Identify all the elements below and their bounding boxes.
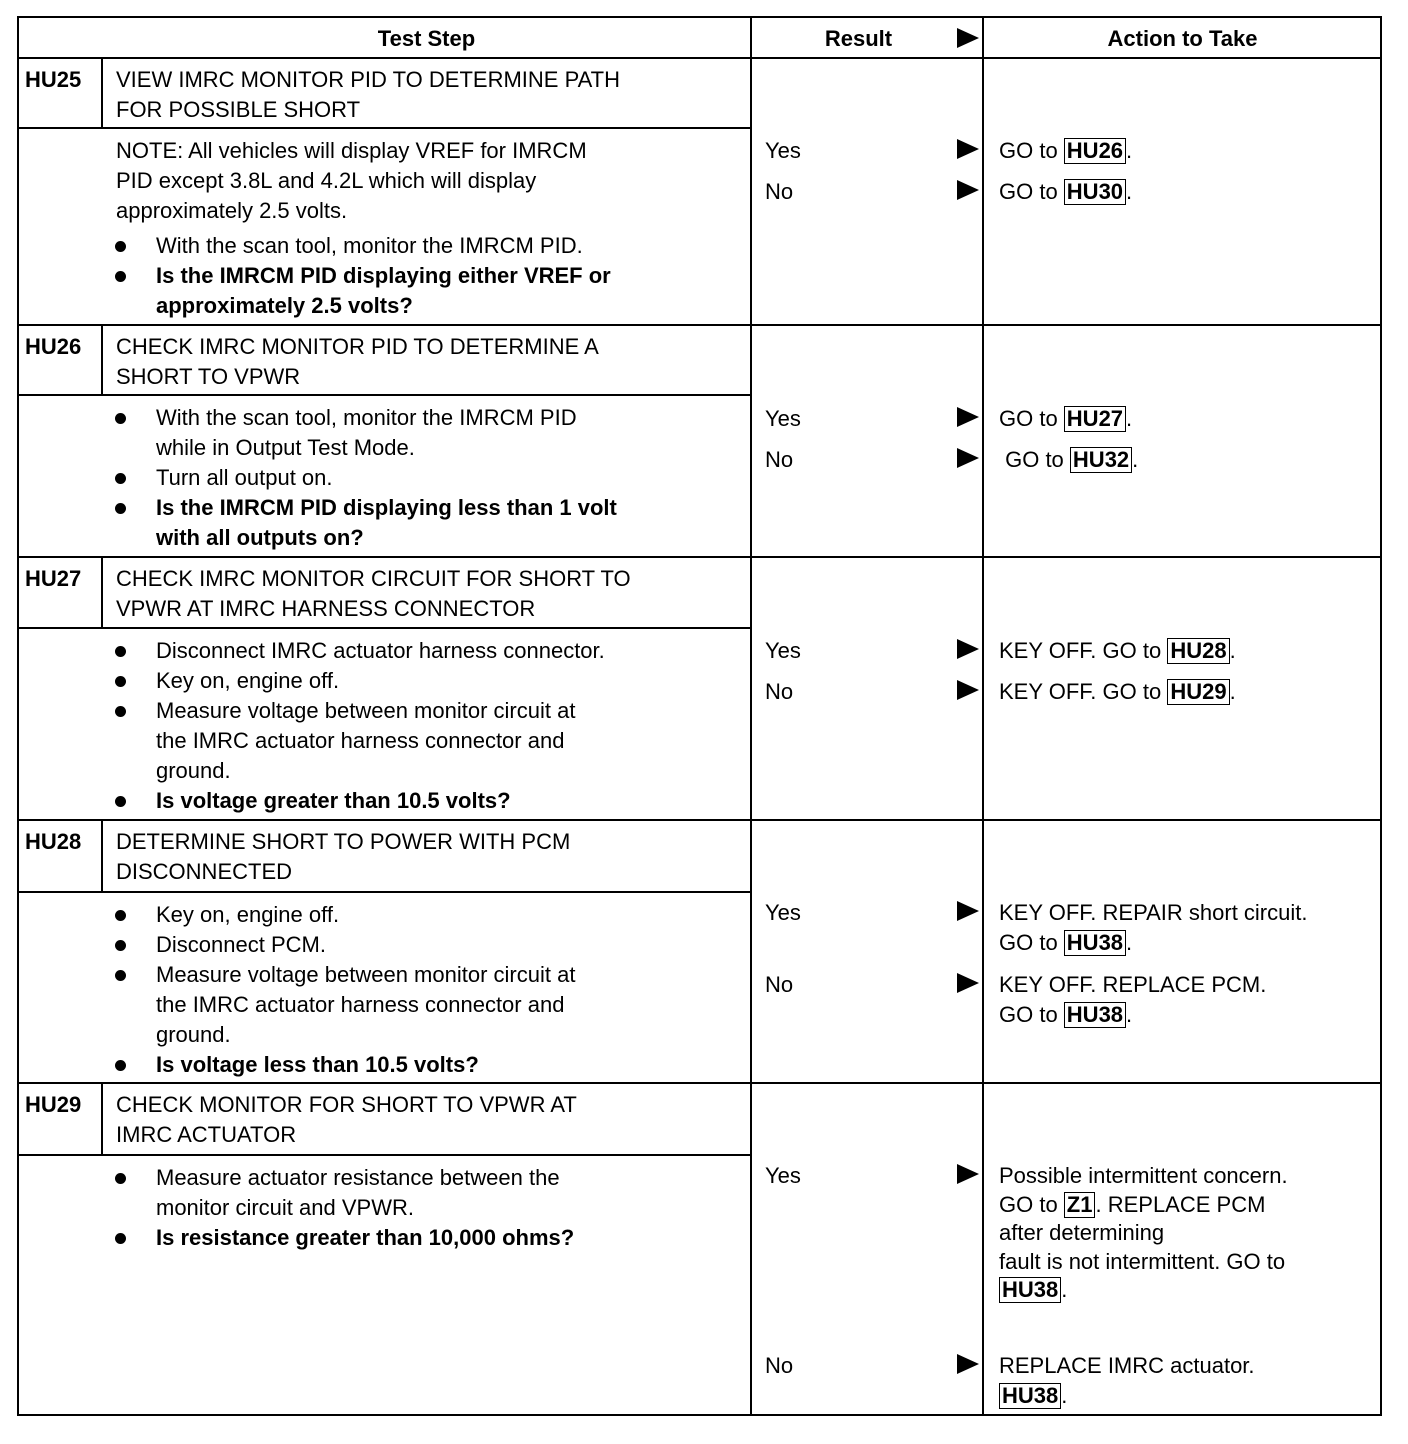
bullet-icon (115, 646, 126, 657)
header-result: Result (824, 26, 893, 51)
action-text: KEY OFF. REPLACE PCM. (999, 972, 1267, 997)
bullet-text: Measure voltage between monitor circuit at (156, 962, 576, 987)
step-reference-link[interactable]: HU38 (1064, 1002, 1126, 1028)
arrow-icon (957, 639, 979, 659)
step-id: HU28 (25, 829, 82, 854)
action-line (999, 1218, 1164, 1248)
step-title-line: SHORT TO VPWR (116, 364, 301, 389)
bullet-icon (115, 413, 126, 424)
bullet-text: Is the IMRCM PID displaying less than 1 volt (156, 495, 617, 520)
bullet-icon (115, 910, 126, 921)
bullet-text: Measure voltage between monitor circuit at (156, 698, 576, 723)
action-text: . (1061, 1277, 1068, 1302)
bullet-text: the IMRC actuator harness connector and (156, 728, 565, 753)
step-title-line: CHECK IMRC MONITOR PID TO DETERMINE A (116, 334, 599, 359)
result-no: No (765, 1353, 794, 1378)
action-line (999, 1381, 1067, 1411)
action-text: GO to (999, 138, 1064, 163)
result-no: No (765, 447, 794, 472)
bullet-icon (115, 940, 126, 951)
action-text: . (1126, 179, 1133, 204)
action-text: KEY OFF. GO to (999, 679, 1168, 704)
action-line (999, 1161, 1288, 1191)
bullet-text: Key on, engine off. (156, 668, 340, 693)
table-rule (17, 394, 752, 396)
action-text: . REPLACE PCM (1095, 1191, 1266, 1217)
action-line (999, 898, 1307, 928)
step-reference-link[interactable]: HU29 (1167, 679, 1229, 705)
arrow-icon (957, 901, 979, 921)
action-line (999, 1000, 1132, 1030)
table-rule (17, 891, 752, 893)
action-text: REPLACE IMRC actuator. (999, 1353, 1255, 1378)
bullet-icon (115, 1060, 126, 1071)
bullet-icon (115, 241, 126, 252)
step-id: HU29 (25, 1092, 82, 1117)
action-text: . (1126, 406, 1133, 431)
bullet-text: while in Output Test Mode. (156, 435, 415, 460)
action-text: . (1126, 138, 1133, 163)
arrow-icon (957, 28, 979, 48)
bullet-text: with all outputs on? (156, 525, 364, 550)
step-id: HU25 (25, 67, 82, 92)
action-text: . (1126, 1002, 1133, 1027)
step-title-line: DETERMINE SHORT TO POWER WITH PCM (116, 829, 571, 854)
bullet-text: Turn all output on. (156, 465, 333, 490)
action-text: GO to (999, 406, 1064, 431)
result-yes: Yes (765, 406, 801, 431)
bullet-text: With the scan tool, monitor the IMRCM PID (156, 405, 577, 430)
bullet-icon (115, 1173, 126, 1184)
header-action: Action to Take (1107, 26, 1258, 51)
table-rule (17, 627, 752, 629)
result-yes: Yes (765, 138, 801, 163)
action-text: KEY OFF. GO to (999, 638, 1168, 663)
step-title-line: CHECK IMRC MONITOR CIRCUIT FOR SHORT TO (116, 566, 631, 591)
action-line (999, 677, 1236, 707)
step-reference-link[interactable]: HU38 (999, 1277, 1061, 1303)
table-rule (101, 58, 103, 128)
header-test-step: Test Step (377, 26, 476, 51)
step-title-line: DISCONNECTED (116, 859, 293, 884)
step-id: HU27 (25, 566, 82, 591)
table-rule (17, 819, 1382, 821)
action-line (999, 970, 1266, 1000)
bullet-icon (115, 796, 126, 807)
step-reference-link[interactable]: HU26 (1064, 138, 1126, 164)
bullet-icon (115, 271, 126, 282)
action-line (999, 1275, 1067, 1305)
bullet-icon (115, 706, 126, 717)
note-text: approximately 2.5 volts. (116, 198, 348, 223)
step-title-line: CHECK MONITOR FOR SHORT TO VPWR AT (116, 1092, 577, 1117)
step-reference-link[interactable]: HU32 (1070, 447, 1132, 473)
arrow-icon (957, 1354, 979, 1374)
action-line (999, 136, 1132, 166)
action-text: GO to (999, 179, 1064, 204)
action-line (999, 445, 1138, 475)
action-text: . (1061, 1383, 1068, 1408)
action-text: after determining (999, 1220, 1165, 1245)
arrow-icon (957, 1164, 979, 1184)
action-text: GO to (999, 930, 1064, 955)
action-text: . (1126, 930, 1133, 955)
step-reference-link[interactable]: HU27 (1064, 406, 1126, 432)
table-rule (101, 820, 103, 892)
table-rule (17, 16, 1382, 18)
table-rule (17, 556, 1382, 558)
bullet-text: the IMRC actuator harness connector and (156, 992, 565, 1017)
table-rule (17, 127, 752, 129)
arrow-icon (957, 680, 979, 700)
action-text: . (1229, 638, 1236, 663)
action-text: . (1229, 679, 1236, 704)
action-text: GO to (999, 1002, 1064, 1027)
bullet-text: Disconnect PCM. (156, 932, 326, 957)
action-line (999, 1190, 1265, 1220)
bullet-text: Key on, engine off. (156, 902, 340, 927)
arrow-icon (957, 180, 979, 200)
bullet-icon (115, 503, 126, 514)
bullet-icon (115, 676, 126, 687)
table-rule (17, 57, 1382, 59)
result-yes: Yes (765, 1163, 801, 1188)
table-rule (17, 1414, 1382, 1416)
bullet-text: ground. (156, 758, 231, 783)
table-rule (101, 1083, 103, 1155)
bullet-text: Is resistance greater than 10,000 ohms? (156, 1225, 575, 1250)
table-rule (17, 16, 19, 1416)
bullet-text: With the scan tool, monitor the IMRCM PID. (156, 233, 583, 258)
action-line (999, 404, 1132, 434)
step-title-line: FOR POSSIBLE SHORT (116, 97, 361, 122)
result-no: No (765, 179, 794, 204)
arrow-icon (957, 407, 979, 427)
action-line (999, 1351, 1255, 1381)
bullet-text: Is voltage greater than 10.5 volts? (156, 788, 511, 813)
action-line (999, 636, 1236, 666)
note-text: NOTE: All vehicles will display VREF for IMRCM (116, 138, 587, 163)
bullet-text: Measure actuator resistance between the (156, 1165, 560, 1190)
step-reference-link[interactable]: HU28 (1167, 638, 1229, 664)
table-rule (982, 16, 984, 1416)
action-text: fault is not intermittent. GO to (999, 1248, 1286, 1274)
table-rule (17, 1082, 1382, 1084)
step-reference-link[interactable]: Z1 (1064, 1192, 1096, 1218)
result-yes: Yes (765, 900, 801, 925)
action-line (999, 928, 1132, 958)
bullet-text: Is the IMRCM PID displaying either VREF or (156, 263, 611, 288)
result-yes: Yes (765, 638, 801, 663)
bullet-text: ground. (156, 1022, 231, 1047)
bullet-text: approximately 2.5 volts? (156, 293, 413, 318)
table-rule (101, 325, 103, 395)
step-title-line: VPWR AT IMRC HARNESS CONNECTOR (116, 596, 536, 621)
action-text: GO to (999, 1191, 1064, 1217)
table-rule (17, 1154, 752, 1156)
result-no: No (765, 972, 794, 997)
table-rule (750, 16, 752, 1416)
arrow-icon (957, 973, 979, 993)
bullet-text: monitor circuit and VPWR. (156, 1195, 414, 1220)
bullet-icon (115, 1233, 126, 1244)
action-line (999, 177, 1132, 207)
step-reference-link[interactable]: HU38 (999, 1383, 1061, 1409)
step-reference-link[interactable]: HU38 (1064, 930, 1126, 956)
bullet-text: Disconnect IMRC actuator harness connector. (156, 638, 605, 663)
arrow-icon (957, 139, 979, 159)
table-rule (101, 557, 103, 628)
step-title-line: IMRC ACTUATOR (116, 1122, 297, 1147)
bullet-text: Is voltage less than 10.5 volts? (156, 1052, 479, 1077)
result-no: No (765, 679, 794, 704)
step-title-line: VIEW IMRC MONITOR PID TO DETERMINE PATH (116, 67, 620, 92)
step-id: HU26 (25, 334, 82, 359)
arrow-icon (957, 448, 979, 468)
note-text: PID except 3.8L and 4.2L which will display (116, 168, 537, 193)
table-rule (1380, 16, 1382, 1416)
table-rule (17, 324, 1382, 326)
action-text: Possible intermittent concern. (999, 1163, 1288, 1188)
bullet-icon (115, 473, 126, 484)
action-text: KEY OFF. REPAIR short circuit. (999, 900, 1308, 925)
action-line (999, 1247, 1285, 1277)
action-text: . (1132, 447, 1139, 472)
bullet-icon (115, 970, 126, 981)
step-reference-link[interactable]: HU30 (1064, 179, 1126, 205)
action-text: GO to (999, 447, 1070, 472)
